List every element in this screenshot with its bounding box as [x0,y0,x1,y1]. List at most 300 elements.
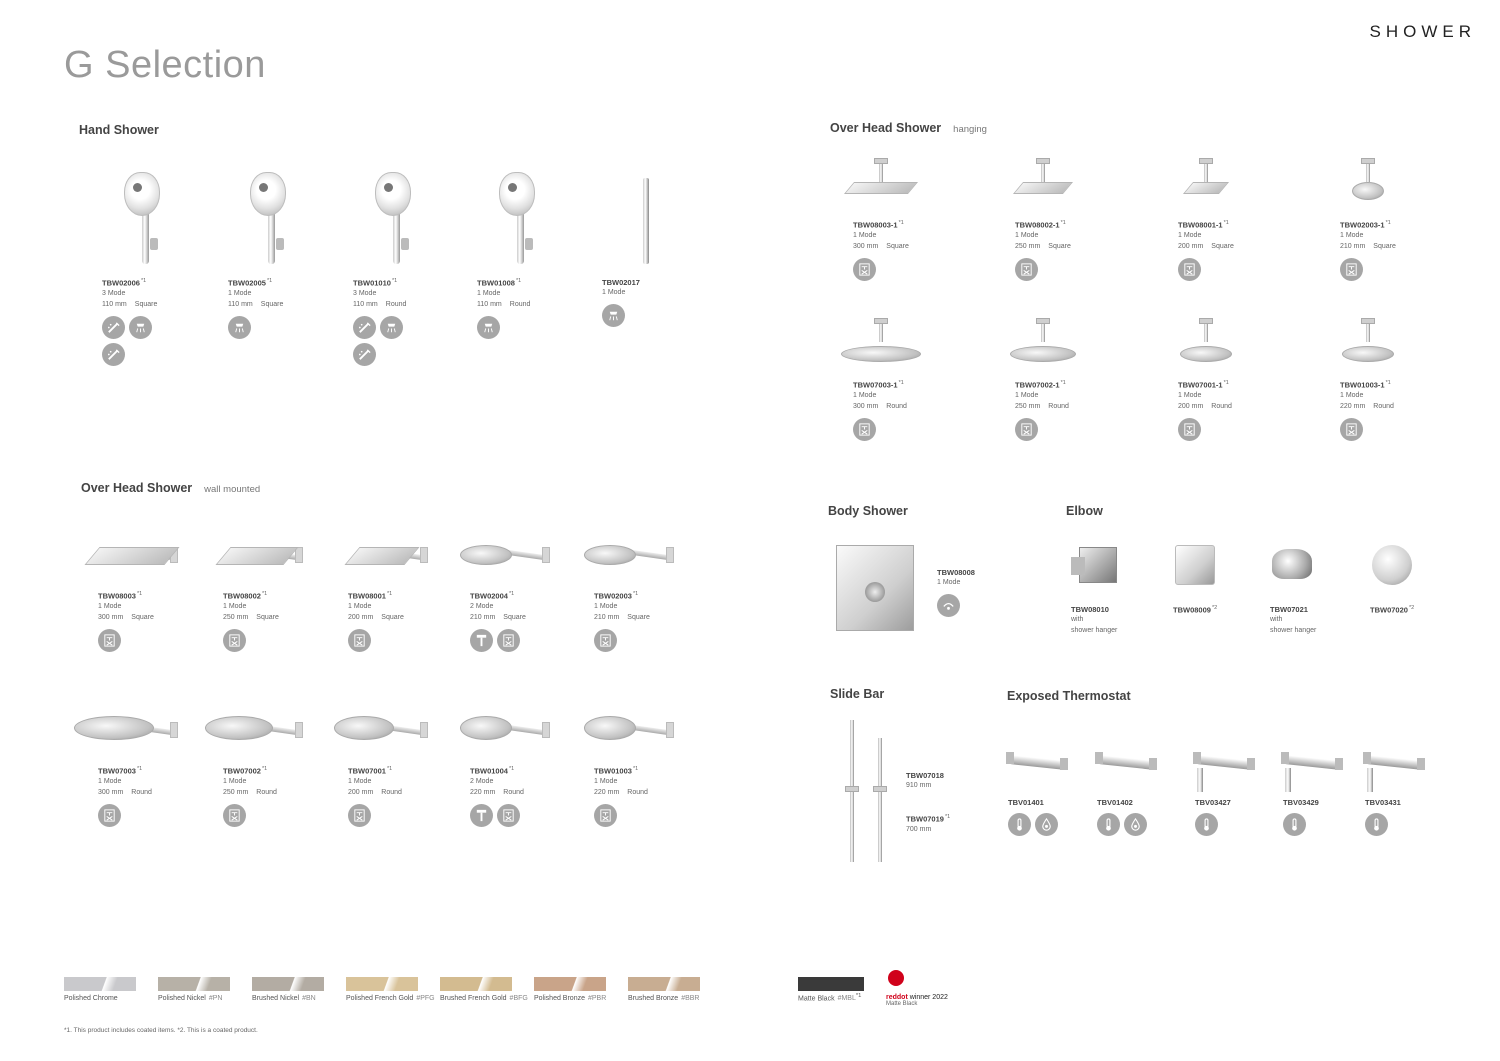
product-info [853,380,963,412]
slide-holder [845,786,859,792]
product-length: 700 mm [906,825,932,833]
feature-icons [602,304,662,327]
ceiling-mount [874,158,888,164]
finish-name: Polished Chrome [64,995,118,1002]
section-hand-shower: Hand Shower [79,123,159,137]
product-mode: 3 Mode [102,289,126,297]
footnote-mark: *1 [386,766,393,772]
product-info [1340,380,1450,412]
feature-icons [1283,813,1343,836]
size-value: 220 mm [594,788,620,796]
feature-icons [348,804,408,827]
hand-shower-card [102,166,212,366]
shape-value: Square [503,613,526,621]
thermostat-handle [1006,752,1014,764]
wall-shower-card [470,708,580,827]
round-head [584,545,636,565]
overhead-icon [1178,258,1201,281]
product-info [228,278,338,310]
product-info [594,591,704,623]
shape-value: Round [1211,402,1232,410]
shower-holder [525,238,533,250]
size-value: 250 mm [223,613,249,621]
feature-icons [1365,813,1425,836]
round-head [460,545,512,565]
product-mode: 1 Mode [1340,391,1364,399]
product-mode: 1 Mode [228,289,252,297]
product-size [470,612,580,623]
code-text: TBV03429 [1283,798,1319,807]
shape-value: Square [256,613,279,621]
finish-code: #BN [302,995,316,1002]
reddot-label [886,994,948,1001]
feature-icons [353,316,413,366]
round-head [74,716,154,740]
code-text: TBW01003-1 [1340,380,1385,390]
square-head [1013,182,1073,194]
section-elbow: Elbow [1066,504,1103,518]
product-mode: 1 Mode [348,602,372,610]
elbow-image [1270,543,1370,603]
product-info [594,766,704,798]
code-text: TBW02003-1 [1340,220,1385,230]
code-text: TBW07003-1 [853,380,898,390]
code-text: TBW01003 [594,766,632,776]
spray-mode-icon [353,343,376,366]
brand-label: SHOWER [1369,22,1476,41]
product-size [228,299,338,310]
rain-mode-icon [602,304,625,327]
shape-value: Square [627,613,650,621]
product-mode: 1 Mode [853,391,877,399]
product-code [353,278,463,288]
shape-value: Round [503,788,524,796]
product-code [98,766,208,776]
product-size [594,787,704,798]
finish-label [64,995,118,1002]
wall-flange [666,547,674,563]
finish-swatch [64,977,136,991]
product-mode: 1 Mode [594,777,618,785]
size-value: 110 mm [477,300,502,308]
wall-shower-card [98,708,208,827]
product-code [602,278,712,287]
product-size [102,299,212,310]
code-text: TBW07019 [906,814,944,824]
hanging-shower-card [1015,320,1125,441]
product-mode: 1 Mode [1178,231,1202,239]
shape-value: Square [1211,242,1234,250]
thermostat-handle [1417,758,1425,770]
size-value: 110 mm [102,300,127,308]
elbow-card [1270,543,1380,636]
footnote-mark: *1 [266,278,273,284]
product-detail: shower hanger [1071,627,1118,634]
product-size [223,787,333,798]
code-text: TBW07003 [98,766,136,776]
overhead-icon [470,804,493,827]
size-value: 200 mm [348,613,374,621]
square-head [1183,182,1229,194]
product-info [1015,220,1125,252]
product-code [853,380,963,390]
product-code [348,591,458,601]
product-info [1178,380,1288,412]
thermostat-handle [1363,752,1371,764]
code-text: TBW08002 [223,591,261,601]
wall-shower-image [74,533,174,589]
feature-icons [477,316,537,339]
wall-shower-card [348,708,458,827]
footnote-mark: *1 [391,278,398,284]
overhead-icon [348,804,371,827]
product-size [1178,241,1288,252]
finish-name: Brushed Nickel [252,995,300,1002]
footnote-mark: *1 [515,278,522,284]
finish-label [440,995,528,1002]
round-head [334,716,394,740]
feature-icons [1195,813,1255,836]
size-value: 300 mm [853,242,879,250]
thermostat-handle [1193,752,1201,764]
footnote-mark: *1 [944,814,951,820]
overhead-icon [497,629,520,652]
finish-label [534,995,606,1002]
footnote: *1. This product includes coated items. *2. This is a coated product. [64,1027,258,1034]
product-code [98,591,208,601]
product-code [223,591,333,601]
finish-label [798,993,861,1002]
product-info [1370,605,1480,615]
product-info [348,591,458,623]
product-mode: 2 Mode [470,777,494,785]
hand-shower-image [471,166,571,262]
hanging-shower-image [1164,320,1264,378]
round-head [1010,346,1076,362]
flow-icon [1035,813,1058,836]
finish-name: Brushed Bronze [628,995,679,1002]
product-code [1015,380,1125,390]
product-code [1340,220,1450,230]
hand-shower-image [347,166,447,262]
finish-name: Polished Bronze [534,995,585,1002]
product-info [1015,380,1125,412]
overhead-icon [98,629,121,652]
hanging-shower-image [839,320,939,378]
product-mode: 1 Mode [937,579,961,586]
page-title: G Selection [64,44,266,86]
finish-swatch [798,977,864,991]
finish-swatch [346,977,418,991]
shape-value: Square [886,242,909,250]
finish-swatch [158,977,230,991]
product-code: TBW08008 [937,568,975,577]
finish-name: Polished Nickel [158,995,206,1002]
finish-code: #BBR [681,995,700,1002]
round-head [205,716,273,740]
wall-shower-image [199,708,299,764]
product-mode: 1 Mode [477,289,501,297]
slide-bar-info-1 [906,769,944,791]
code-text: TBW08010 [1071,605,1109,614]
product-mode: 1 Mode [853,231,877,239]
hanging-shower-card [1178,320,1288,441]
wall-shower-card [348,533,458,652]
footnote-mark: *1 [632,591,639,597]
elbow-round-hanger [1272,549,1312,579]
shape-value: Round [381,788,402,796]
code-text: TBW07021 [1270,605,1308,614]
footnote-mark: *1 [1060,380,1066,386]
shape-value: Square [1373,242,1396,250]
code-text: TBW02003 [594,591,632,601]
product-mode: 1 Mode [223,602,247,610]
shower-head [375,172,411,216]
code-text: TBW07001 [348,766,386,776]
feature-icons [1340,418,1400,441]
product-code [1370,605,1480,615]
wall-flange [420,722,428,738]
code-text: TBW08003-1 [853,220,898,230]
product-mode: 1 Mode [1015,391,1039,399]
code-text: TBW07002-1 [1015,380,1060,390]
thermostat-card [1365,744,1475,836]
overhead-icon [1340,418,1363,441]
wall-shower-image [324,708,424,764]
round-head [1352,182,1384,200]
product-size [1178,401,1288,412]
code-text: TBW01010 [353,278,391,288]
feature-icons [1008,813,1068,836]
code-text: TBW08003 [98,591,136,601]
size-value: 250 mm [223,788,249,796]
size-value: 220 mm [1340,402,1366,410]
product-info [1178,220,1288,252]
hanging-shower-card [853,160,963,281]
stick-shower [643,178,649,264]
shape-value: Square [260,300,284,308]
product-mode: 1 Mode [1340,231,1364,239]
spray-mode-icon [102,316,125,339]
product-code [1340,380,1450,390]
product-mode: 1 Mode [1015,231,1039,239]
shower-holder [150,238,158,250]
product-size [853,401,963,412]
hanging-shower-image [1001,160,1101,218]
footnote-mark: *1 [1223,220,1229,226]
thermostat-handle [1095,752,1103,764]
thermostat-handle [1335,758,1343,770]
thermometer-icon [1283,813,1306,836]
spray-mode-icon [102,343,125,366]
product-mode: with [1071,616,1084,623]
product-info [470,591,580,623]
section-title: Over Head Shower [830,121,942,135]
overhead-icon [98,804,121,827]
hanging-shower-card [853,320,963,441]
product-size [98,612,208,623]
product-code [1015,220,1125,230]
footnote-mark: *1 [1223,380,1229,386]
elbow-square [1175,545,1215,585]
wall-flange [295,722,303,738]
square-head [344,547,419,565]
hand-shower-image [596,166,696,262]
overhead-icon [1015,258,1038,281]
finish-label [252,995,316,1002]
thermostat-image [1004,744,1104,796]
wall-shower-card [470,533,580,652]
feature-icons [223,629,283,652]
hanging-shower-image [1326,320,1426,378]
product-code [470,591,580,601]
finish-code: #BFG [509,995,528,1002]
ceiling-mount [1199,318,1213,324]
slide-bar-info-2 [906,812,950,835]
product-size [477,299,587,310]
product-info [1270,605,1380,636]
product-code: TBW07018 [906,771,944,780]
footnote-mark: *1 [1385,220,1391,226]
product-code [1270,605,1380,614]
product-size [1340,241,1450,252]
size-value: 250 mm [1015,242,1041,250]
product-code [1173,605,1283,615]
elbow-image [1173,543,1273,603]
product-size [353,299,463,310]
overhead-icon [348,629,371,652]
product-size [223,612,333,623]
feature-icons [853,418,913,441]
product-size [1340,401,1450,412]
finish-code: #MBL [837,995,856,1003]
spray-mode-icon [353,316,376,339]
overhead-icon [1015,418,1038,441]
wall-shower-image [199,533,299,589]
product-mode: 1 Mode [348,777,372,785]
size-value: 300 mm [98,788,124,796]
code-text: TBV01402 [1097,798,1133,807]
size-value: 110 mm [353,300,378,308]
ceiling-mount [1361,318,1375,324]
product-code [853,220,963,230]
hanging-shower-image [1164,160,1264,218]
elbow-outlet [1071,557,1085,575]
finish-swatch [252,977,324,991]
elbow-round [1372,545,1412,585]
elbow-card [1071,543,1181,636]
size-value: 200 mm [1178,242,1204,250]
shape-value: Square [1048,242,1071,250]
shower-holder [401,238,409,250]
finish-code: #PBR [587,995,607,1002]
product-code [470,766,580,776]
reddot-logo [888,970,904,986]
footnote-mark: *1 [386,591,393,597]
product-info [1071,605,1181,636]
section-thermostat: Exposed Thermostat [1007,689,1131,703]
product-detail: shower hanger [1270,627,1317,634]
hanging-shower-image [1326,160,1426,218]
thermostat-handle [1247,758,1255,770]
overhead-icon [470,629,493,652]
hand-shower-card [477,166,587,339]
product-size [594,612,704,623]
thermometer-icon [1365,813,1388,836]
hanging-shower-card [1340,160,1450,281]
round-head [841,346,921,362]
wall-shower-image [570,708,670,764]
feature-icons [102,316,162,366]
section-overhead-wall [81,481,260,495]
size-value: 210 mm [470,613,496,621]
product-info [223,591,333,623]
reddot-year: winner 2022 [909,994,948,1001]
product-code [1178,220,1288,230]
slide-rod-short [878,738,882,862]
footnote-mark: *1 [1385,380,1391,386]
product-mode: 1 Mode [1178,391,1202,399]
product-mode: 1 Mode [594,602,618,610]
wall-flange [420,547,428,563]
finish-swatch [534,977,606,991]
elbow-card [1173,543,1283,615]
footnote-mark: *1 [508,591,515,597]
hand-shower-image [96,166,196,262]
body-shower-knob [865,582,885,602]
overhead-icon [1178,418,1201,441]
section-subtitle: wall mounted [204,484,261,495]
product-info [353,278,463,310]
rain-mode-icon [477,316,500,339]
ceiling-mount [1036,158,1050,164]
footnote-mark: *1 [136,766,143,772]
product-code [348,766,458,776]
wall-shower-card [223,708,333,827]
size-value: 210 mm [1340,242,1366,250]
wall-flange [542,547,550,563]
shower-head [250,172,286,216]
feature-icons [1340,258,1400,281]
product-code [102,278,212,288]
code-text: TBW08001-1 [1178,220,1223,230]
elbow-image [1370,543,1470,603]
product-info [102,278,212,310]
code-text: TBV03431 [1365,798,1401,807]
reddot-wordmark: reddot [886,994,908,1001]
product-code [1365,798,1475,807]
thermostat-image [1093,744,1193,796]
feature-icons [1015,258,1075,281]
square-head [844,182,918,194]
feature-icons [98,804,158,827]
feature-icons [594,629,654,652]
product-length: 910 mm [906,782,932,789]
feature-icons [1097,813,1157,836]
product-code [228,278,338,288]
overhead-icon [853,258,876,281]
hanging-shower-image [1001,320,1101,378]
hanging-shower-card [1178,160,1288,281]
footnote-mark: *1 [136,591,143,597]
size-value: 200 mm [348,788,374,796]
size-value: 110 mm [228,300,253,308]
thermostat-image [1361,744,1461,796]
section-overhead-hanging [830,121,987,135]
elbow-card [1370,543,1480,615]
hand-shower-card [228,166,338,339]
wall-shower-card [98,533,208,652]
